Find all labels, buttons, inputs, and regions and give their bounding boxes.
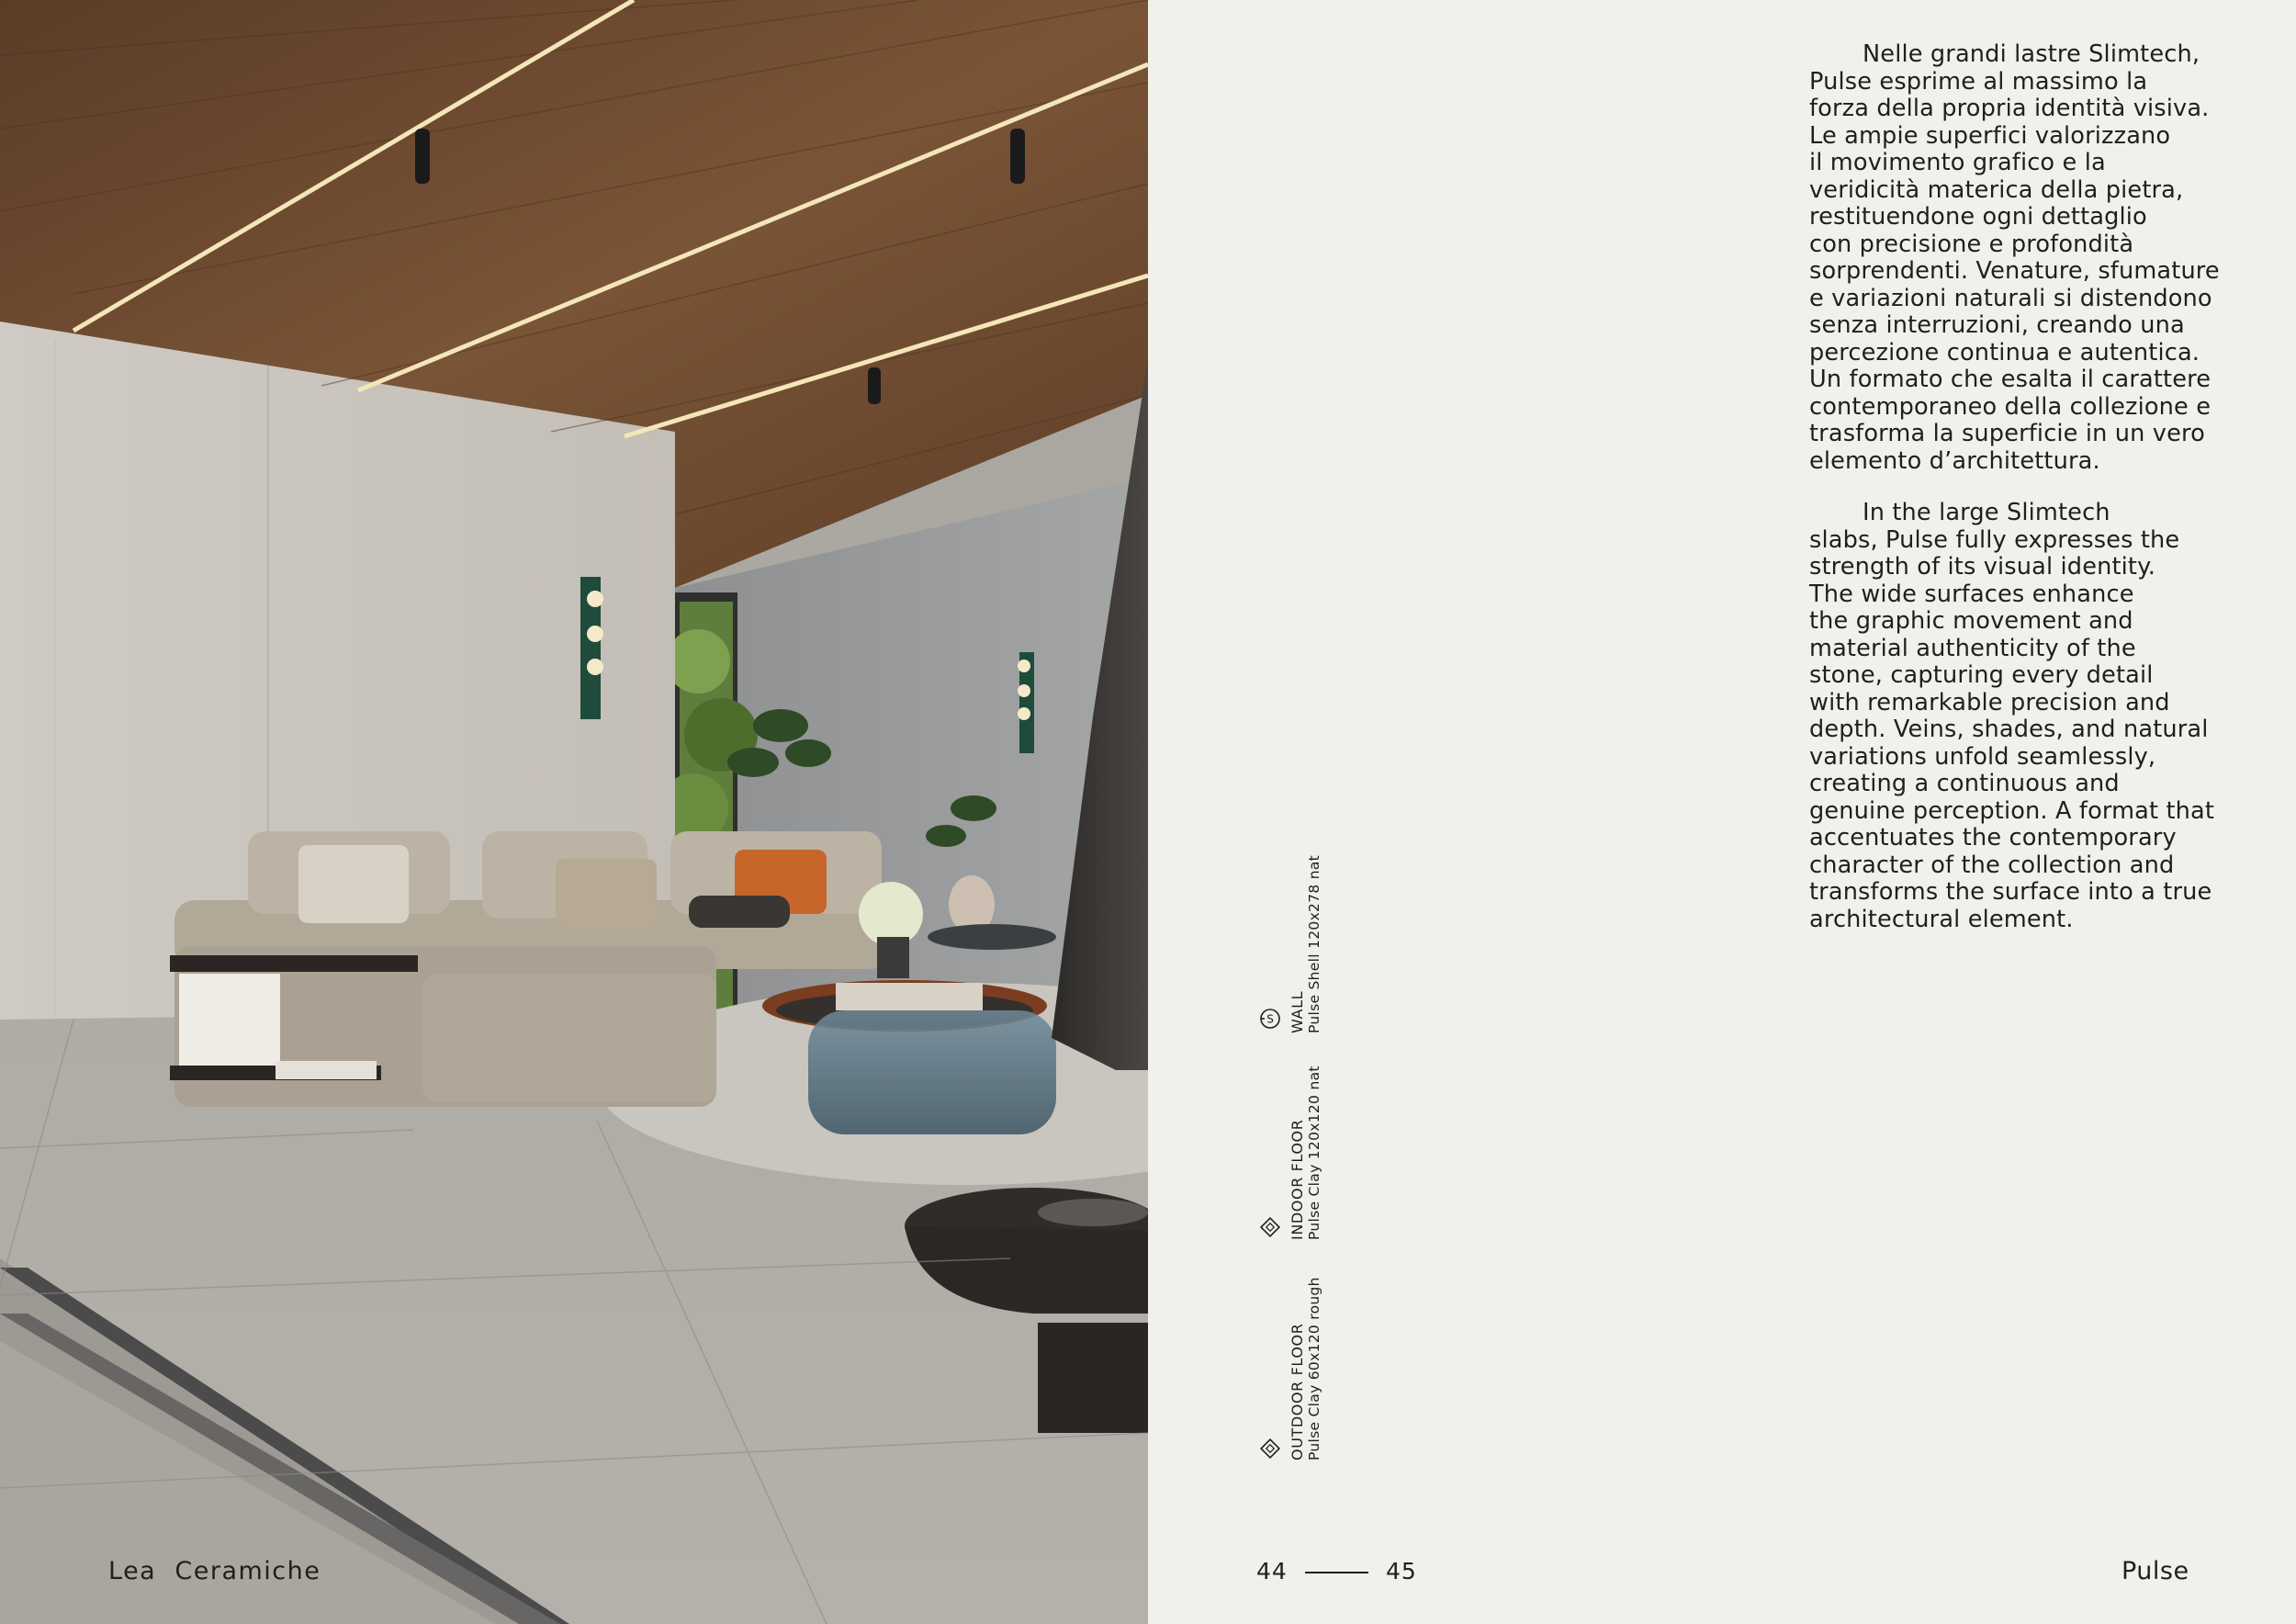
collection-name: Pulse [2122,1557,2189,1585]
text-line: material authenticity of the [1809,634,2136,662]
brand-name: Lea Ceramiche [108,1557,321,1585]
text-line: The wide surfaces enhance [1809,580,2134,608]
text-line: elemento d’architettura. [1809,446,2100,475]
text-line: In the large Slimtech [1863,499,2110,526]
text-line: Un formato che esalta il carattere [1809,366,2212,393]
text-line: creating a continuous and [1809,770,2120,797]
text-line: architectural element. [1809,905,2074,933]
text-line: slabs, Pulse fully expresses the [1809,525,2180,554]
text-line: senza interruzioni, creando una [1809,311,2185,339]
spec-indoor-floor [1289,1066,1344,1286]
text-line: stone, capturing every detail [1809,661,2154,689]
text-line: strength of its visual identity. [1809,553,2156,581]
page-number-right: 45 [1386,1558,1417,1585]
spec-title: INDOOR FLOOR [1289,1119,1306,1240]
text-line: genuine perception. A format that [1809,796,2215,825]
page-number-left: 44 [1256,1558,1288,1585]
svg-text:S: S [1266,1012,1274,1026]
text-line: accentuates the contemporary [1809,824,2177,851]
text-line: the graphic movement and [1809,607,2133,635]
text-line: Pulse esprime al massimo la [1809,67,2148,96]
text-line: depth. Veins, shades, and natural [1809,716,2209,743]
spec-outdoor-floor [1289,1277,1344,1506]
text-line: trasforma la superficie in un vero [1809,420,2205,447]
text-line: restituendone ogni dettaglio [1809,203,2147,231]
diamond-icon [1259,1216,1281,1238]
text-line: Nelle grandi lastre Slimtech, [1863,40,2200,68]
spec-product: Pulse Shell 120x278 nat [1306,854,1322,1033]
text-line: veridicità materica della pietra, [1809,175,2184,204]
body-text-english [1809,500,2232,933]
text-line: contemporaneo della collezione e [1809,392,2212,421]
text-line: forza della propria identità visiva. [1809,95,2210,122]
spec-product: Pulse Clay 60x120 rough [1306,1277,1322,1460]
text-line: variations unfold seamlessly, [1809,742,2156,771]
text-line: sorprendenti. Venature, sfumature [1809,257,2220,285]
spec-product: Pulse Clay 120x120 nat [1306,1066,1322,1240]
text-line: with remarkable precision and [1809,688,2170,716]
spec-title: WALL [1289,990,1306,1033]
text-line: e variazioni naturali si distendono [1809,284,2212,312]
text-line: con precisione e profondità [1809,230,2134,258]
text-line: transforms the surface into a true [1809,878,2212,906]
page-number-divider [1305,1572,1368,1573]
text-line: il movimento grafico e la [1809,149,2106,176]
spec-wall [1289,854,1344,1079]
text-line: Le ampie superfici valorizzano [1809,121,2171,150]
spec-title: OUTDOOR FLOOR [1289,1323,1306,1460]
text-line: character of the collection and [1809,851,2175,879]
text-line: percezione continua e autentica. [1809,338,2200,367]
body-text-italian [1809,41,2232,475]
diamond-icon [1259,1438,1281,1460]
slimtech-s-icon [1259,1008,1281,1030]
